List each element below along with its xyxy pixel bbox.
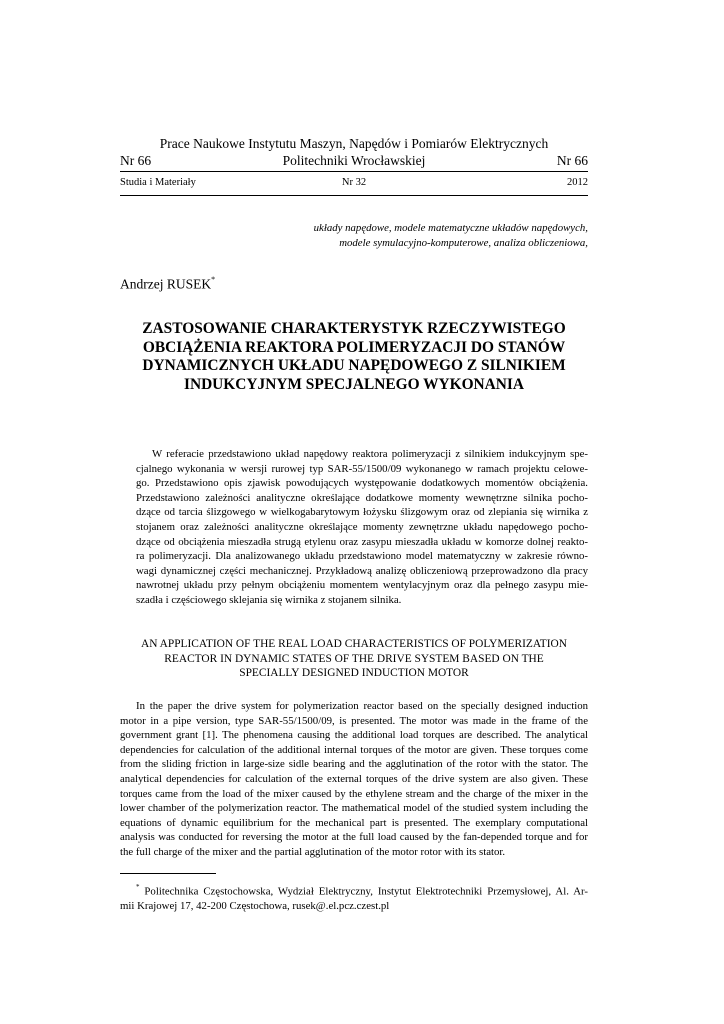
abstract-line: analytical dependencies for calculation of the external torques of the drive system are also given. These [120,772,588,785]
abstract-line: from the sliding friction in large-size sidle bearing and the agglutination of the rotor with the stator. The [120,758,588,771]
header-divider [120,171,588,172]
keywords-line: modele symulacyjno-komputerowe, analiza obliczeniowa, [339,237,588,249]
series-row [120,177,588,191]
footnote [120,881,588,914]
paper-title-en [120,637,588,681]
journal-institution: Politechniki Wrocławskiej [282,153,426,168]
title-line: REACTOR IN DYNAMIC STATES OF THE DRIVE SYSTEM BASED ON THE [164,652,544,665]
issue-number-left: Nr 66 [120,153,152,168]
abstract-en [120,699,588,860]
series-name: Studia i Materiały [120,177,196,188]
abstract-line: nawrotnej układu przy pełnym obciążeniu momentem wentylacyjnym oraz dla pełnego zasypu mie- [136,579,588,592]
abstract-line: dzące od tarcia ślizgowego w wielkogabarytowym łożysku ślizgowym oraz od zlepiania się wirnika z [136,506,588,519]
keywords [250,221,588,251]
abstract-line: equations of dynamic equilibrium for the mechanical part is presented. The exemplary computational [120,816,588,829]
abstract-line: torques came from the load of the mixer caused by the ethylene stream and the charge of the mixer in the [120,787,588,800]
abstract-line: W referacie przedstawiono układ napędowy reaktora polimeryzacji z silnikiem indukcyjnym spe- [152,448,588,460]
abstract-line: In the paper the drive system for polymerization reactor based on the specially designed induction [136,700,588,712]
footnote-line: mii Krajowej 17, 42-200 Częstochowa, rusek@.el.pcz.czest.pl [120,900,390,913]
keywords-line: układy napędowe, modele matematyczne układów napędowych, [313,222,588,234]
publication-year: 2012 [567,177,588,188]
abstract-line: analysis was conducted for reversing the motor at the full load caused by the fan-depended torque and for [120,831,588,844]
abstract-line: government grant [1]. The phenomena causing the additional load torques are described. The analytical [120,729,588,742]
abstract-line: dependencies for calculation of the additional internal torques of the motor are given. These torques come [120,743,588,756]
footnote-line: * Politechnika Częstochowska, Wydział Elektryczny, Instytut Elektrotechniki Przemysłowej, Al. Ar- [136,883,588,898]
footnote-divider [120,873,216,874]
title-line: DYNAMICZNYCH UKŁADU NAPĘDOWEGO Z SILNIKIEM [142,357,566,374]
abstract-line: motor in a pipe version, type SAR-55/1500/09, is presented. The motor was made in the frame of the [120,714,588,727]
journal-header-row [120,153,588,171]
series-issue: Nr 32 [341,177,367,188]
abstract-line: go. Przedstawiono opis zjawisk powodujących występowanie dodatkowych momentów obciążenia. [136,477,588,490]
issue-number-right: Nr 66 [556,153,588,168]
abstract-line: szadła i częściowego sklejania się wirnika z stojanem silnika. [136,593,402,606]
abstract-line: Przedstawiono zależności analityczne określające dodatkowe momenty wewnętrzne silnika pocho- [136,491,588,504]
title-line: SPECIALLY DESIGNED INDUCTION MOTOR [239,667,469,680]
abstract-line: ra polimeryzacji. Dla analizowanego układu przedstawiono model matematyczny w zakresie równo- [136,550,588,563]
author-footnote-marker: * [211,275,216,284]
title-line: AN APPLICATION OF THE REAL LOAD CHARACTERISTICS OF POLYMERIZATION [140,638,568,650]
author-name: Andrzej RUSEK [120,276,212,292]
title-line: OBCIĄŻENIA REAKTORA POLIMERYZACJI DO STANÓW [142,338,566,356]
abstract-line: lower chamber of the polymerization reactor. The mathematical model of the studied system including the [120,802,588,815]
title-line: ZASTOSOWANIE CHARAKTERYSTYK RZECZYWISTEGO [142,320,566,337]
abstract-line: the full charge of the mixer and the partial agglutination of the motor rotor with its stator. [120,845,506,858]
abstract-line: dzące od obciążenia mieszadła strugą etylenu oraz zasypu mieszadła układu w komorze dolnej reakto- [136,535,588,548]
abstract-line: stojanem oraz zależności analityczne określające momenty zewnętrzne układu napędowego pocho- [136,520,588,533]
title-line: INDUKCYJNYM SPECJALNEGO WYKONANIA [183,375,525,393]
journal-title: Prace Naukowe Instytutu Maszyn, Napędów i Pomiarów Elektrycznych [159,136,549,151]
abstract-line: wagi dynamicznej części mechanicznej. Przykładową analizę obliczeniową przeprowadzono dla pracy [136,564,588,577]
series-divider [120,195,588,196]
abstract-pl [136,447,588,608]
author [120,276,215,293]
paper-title-pl [120,320,588,394]
abstract-line: cjalnego wykonania w wersji rurowej typ SAR-55/1500/09 wykonanego w ramach projektu celowe- [136,462,588,475]
footnote-marker: * [136,883,140,891]
